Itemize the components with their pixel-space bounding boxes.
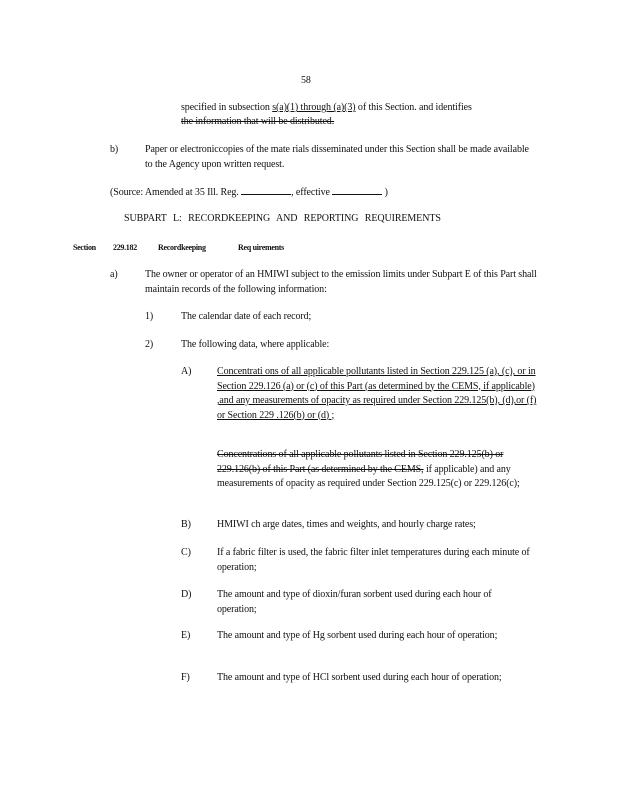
register-blank — [241, 185, 291, 195]
source-note — [110, 185, 388, 201]
item-A-label: A) — [181, 366, 192, 377]
item-A-inserted-text: Concentrati ons of all applicable pollutants listed in Section 229.125 (a), (c), or in Section 229.126 (a) or (c) of this Part (as determined by the CEMS, if applicable) ,and any measurements of opacity as required under Section 229.125(b), (d),or (f) or Section 229 .126(b) or (d) ; — [217, 366, 537, 421]
sub-item-2-text: The following data, where applicable: — [181, 339, 330, 350]
item-E-text: The amount and type of Hg sorbent used during each hour of operation; — [217, 630, 498, 641]
item-F-text: The amount and type of HCl sorbent used during each hour of operation; — [217, 672, 502, 683]
sub-item-1-label: 1) — [145, 311, 154, 322]
section-number: 229.182 — [113, 243, 137, 252]
carry-over-line-1 — [181, 101, 472, 116]
item-A-struck-text: Concentrations of all applicable pollutants listed in Section 229.125(b) or 229.126(b) of this Part (as determined by the CEMS, — [217, 449, 504, 475]
item-A-plain-text: if applicable) and any measurements of opacity as required under Section 229.125(c) or 229.126(c); — [217, 463, 520, 489]
item-A-deleted-block — [217, 448, 532, 492]
item-a-text: The owner or operator of an HMIWI subject to the emission limits under Subpart E of this Part shall maintain records of the following information: — [145, 269, 537, 295]
source-effective: , effective — [291, 187, 333, 198]
carry-over-text-b: of this Section. and identifies — [355, 102, 472, 113]
sub-item-2-label: 2) — [145, 339, 154, 350]
subsection-reference: s(a)(1) through (a)(3) — [272, 102, 356, 113]
item-D-label: D) — [181, 589, 192, 600]
item-D-text: The amount and type of dioxin/furan sorbent used during each hour of operation; — [217, 589, 492, 615]
source-prefix: (Source: Amended at 35 Ill. Reg. — [110, 187, 242, 198]
item-E-label: E) — [181, 630, 191, 641]
source-suffix: ) — [384, 187, 388, 198]
item-C-text: If a fabric filter is used, the fabric filter inlet temperatures during each minute of operation; — [217, 547, 530, 573]
section-title-b: Req uirements — [238, 243, 284, 252]
item-B-label: B) — [181, 519, 191, 530]
item-b-text: Paper or electroniccopies of the mate rials disseminated under this Section shall be made available to the Agency upon written request. — [145, 144, 529, 170]
item-a-label: a) — [110, 269, 118, 280]
page-number: 58 — [301, 75, 311, 86]
item-F-label: F) — [181, 672, 190, 683]
carry-over-text-a: specified in subsection — [181, 102, 273, 113]
section-title-a: Recordkeeping — [158, 243, 206, 252]
item-B-text: HMIWI ch arge dates, times and weights, and hourly charge rates; — [217, 519, 476, 530]
item-b-label: b) — [110, 144, 119, 155]
struck-carry-over-line: the information that will be distributed. — [181, 116, 335, 127]
effective-date-blank — [332, 185, 382, 195]
item-C-label: C) — [181, 547, 191, 558]
section-label: Section — [73, 243, 96, 252]
sub-item-1-text: The calendar date of each record; — [181, 311, 312, 322]
subpart-heading: SUBPART L: RECORDKEEPING AND REPORTING REQUIREMENTS — [124, 213, 441, 224]
